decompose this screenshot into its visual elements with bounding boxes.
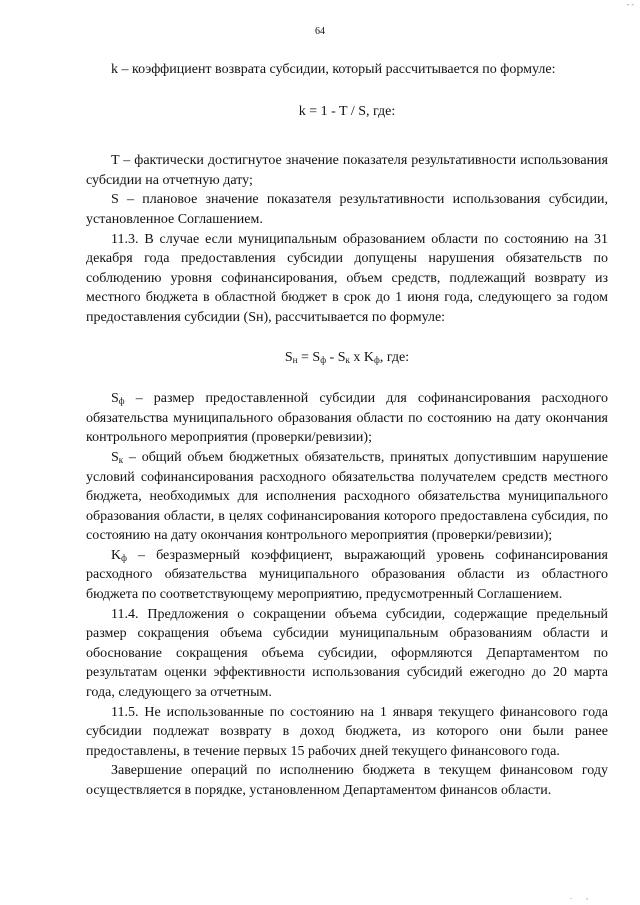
formula-kf-sym: K: [363, 349, 374, 365]
formula-kf-sub: ф: [374, 354, 380, 365]
page-body: [86, 60, 608, 801]
sk-definition: [86, 448, 608, 546]
formula-eq: =: [297, 349, 313, 365]
t-definition: T – фактически достигнутое значение показателя результативности использования субсидии на отчетную дату;: [86, 153, 608, 188]
kf-text: – безразмерный коэффициент, выражающий уровень софинансирования расходного обязательства муниципального образования области из областного бюджета по соответствующему мероприятию, предусмотренный Соглашением.: [86, 547, 608, 603]
paragraph-11-5: 11.5. Не использованные по состоянию на 1 января текущего финансового года субсидии подлежат возврату в доход бюджета, из которого они были ранее предоставлены, в течение первых 15 рабочих дней текущего финансового года.: [86, 704, 608, 759]
formula-k: k = 1 - T / S, где:: [298, 103, 396, 119]
k-definition: k – коэффициент возврата субсидии, который рассчитывается по формуле:: [111, 62, 556, 77]
formula-sk-sym: S: [337, 349, 346, 365]
sf-subscript: ф: [118, 396, 125, 407]
sk-subscript: к: [118, 454, 124, 465]
formula-tail: , где:: [379, 349, 410, 365]
sk-symbol: S: [111, 449, 119, 465]
formula-sn: [86, 348, 608, 368]
kf-definition: [86, 546, 608, 605]
scan-mark-bottom: . ,: [570, 892, 594, 901]
page-number: 64: [315, 26, 325, 37]
paragraph-final: Завершение операций по исполнению бюджета в текущем финансовом году осуществляется в порядке, установленном Департаментом финансов области.: [86, 763, 608, 798]
formula-sf-sym: S: [312, 349, 321, 365]
s-definition: S – плановое значение показателя результативности использования субсидии, установленное Соглашением.: [86, 192, 608, 227]
paragraph-11-3: 11.3. В случае если муниципальным образованием области по состоянию на 31 декабря года предоставления субсидии допущены нарушения обязательств по соблюдению уровня софинансирования, объем средств, подлежащий возврату из местного бюджета в областной бюджет в срок до 1 июня года, следующего за годом предоставления субсидии (Sн), рассчитывается по формуле:: [86, 231, 608, 325]
scan-mark-top: - -: [626, 0, 634, 9]
sf-definition: [86, 389, 608, 448]
formula-minus: -: [326, 349, 338, 365]
kf-subscript: ф: [121, 552, 127, 563]
sf-symbol: S: [111, 391, 119, 407]
kf-symbol: K: [111, 547, 122, 563]
formula-times: x: [349, 349, 364, 365]
paragraph-11-4: 11.4. Предложения о сокращении объема субсидии, содержащие предельный размер сокращения объема субсидии муниципальным образованиям области и обоснование сокращения объема субсидии, оформляются Департаментом по результатам оценки эффективности использования субсидий ежегодно до 20 марта года, следующего за отчетным.: [86, 606, 608, 701]
formula-sn-sub: н: [292, 354, 298, 365]
sk-text: – общий объем бюджетных обязательств, принятых допустившим нарушение условий софинансирования расходного обязательства получателем средств местного бюджета, необходимых для исполнения расходного обязательства муниципального образования области, в целях софинансирования которого предоставлена субсидия, по состоянию на дату окончания контрольного мероприятия (проверки/ревизии);: [86, 449, 608, 544]
formula-sk-sub: к: [345, 354, 350, 365]
sf-text: – размер предоставленной субсидии для софинансирования расходного обязательства муниципального образования области по состоянию на дату окончания контрольного мероприятия (проверки/ревизии);: [86, 391, 608, 446]
formula-sf-sub: ф: [320, 354, 327, 365]
formula-sn-sym: S: [284, 349, 293, 365]
